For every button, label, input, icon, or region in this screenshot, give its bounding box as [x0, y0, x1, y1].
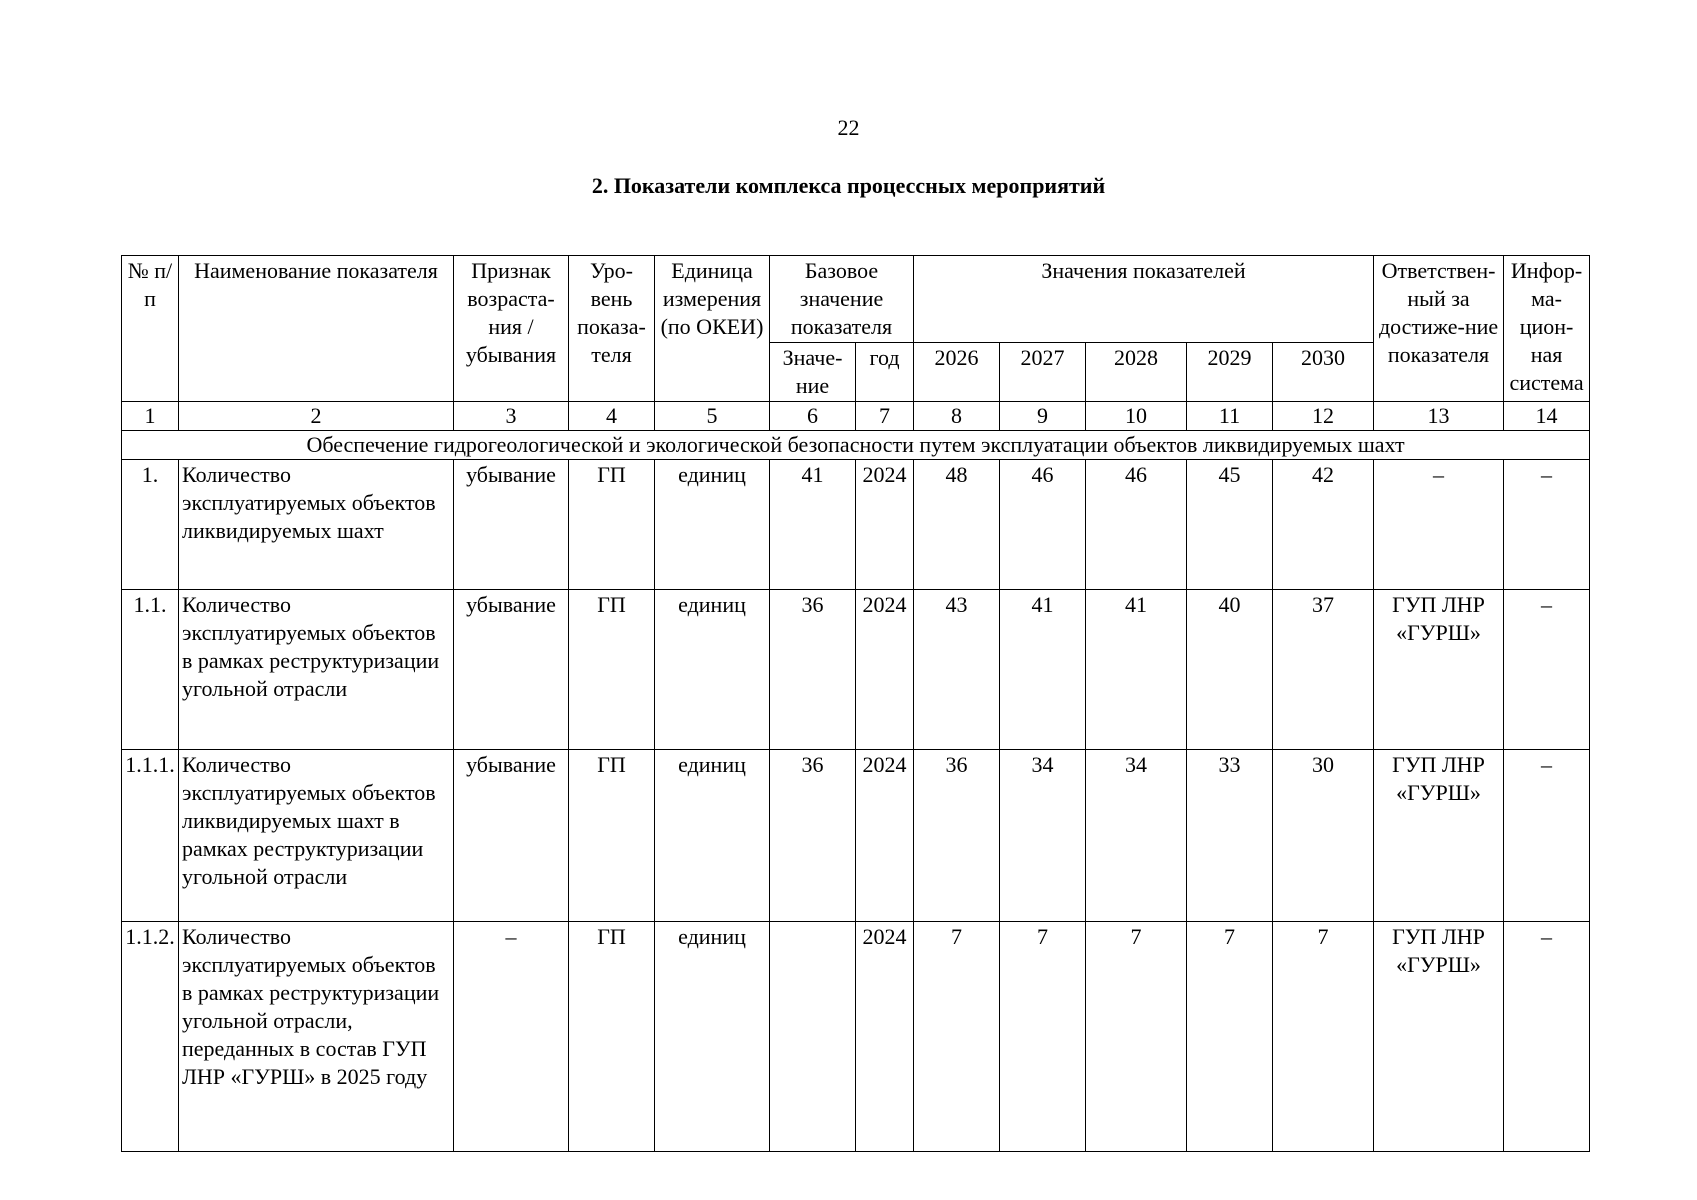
page-number: 22	[837, 115, 860, 140]
row-responsible: –	[1374, 460, 1504, 590]
row-trend: убывание	[454, 590, 569, 750]
row-responsible: ГУП ЛНР «ГУРШ»	[1374, 590, 1504, 750]
row-base-value: 41	[770, 460, 856, 590]
column-numbers-row	[122, 402, 1590, 431]
row-value-2026: 36	[914, 750, 1000, 922]
indicators-table	[121, 255, 1590, 1152]
table-row	[122, 922, 1590, 1152]
header-num: № п/п	[122, 256, 179, 402]
header-responsible: Ответствен-ный за достиже-ние показателя	[1374, 256, 1504, 402]
row-base-value: 36	[770, 750, 856, 922]
row-value-2027: 41	[1000, 590, 1086, 750]
column-number: 3	[454, 402, 569, 431]
header-year-2027: 2027	[1000, 343, 1086, 402]
column-number: 13	[1374, 402, 1504, 431]
row-value-2028: 46	[1086, 460, 1187, 590]
row-value-2026: 7	[914, 922, 1000, 1152]
column-number: 5	[655, 402, 770, 431]
row-base-value	[770, 922, 856, 1152]
row-responsible: ГУП ЛНР «ГУРШ»	[1374, 750, 1504, 922]
row-num: 1.1.1.	[122, 750, 179, 922]
row-value-2027: 7	[1000, 922, 1086, 1152]
row-value-2027: 34	[1000, 750, 1086, 922]
row-value-2026: 43	[914, 590, 1000, 750]
row-unit: единиц	[655, 460, 770, 590]
row-trend: –	[454, 922, 569, 1152]
row-trend: убывание	[454, 460, 569, 590]
table-row	[122, 460, 1590, 590]
column-number: 10	[1086, 402, 1187, 431]
row-name: Количество эксплуатируемых объектов в рамках реструктуризации угольной отрасли, переданных в состав ГУП ЛНР «ГУРШ» в 2025 году	[179, 922, 454, 1152]
row-num: 1.	[122, 460, 179, 590]
column-number: 1	[122, 402, 179, 431]
group-title: Обеспечение гидрогеологической и экологической безопасности путем эксплуатации объектов ликвидируемых шахт	[122, 431, 1590, 460]
column-number: 4	[569, 402, 655, 431]
row-num: 1.1.2.	[122, 922, 179, 1152]
row-value-2028: 7	[1086, 922, 1187, 1152]
column-number: 9	[1000, 402, 1086, 431]
column-number: 7	[856, 402, 914, 431]
row-value-2027: 46	[1000, 460, 1086, 590]
row-base-year: 2024	[856, 750, 914, 922]
row-value-2028: 41	[1086, 590, 1187, 750]
header-year-2029: 2029	[1187, 343, 1273, 402]
column-number: 6	[770, 402, 856, 431]
row-num: 1.1.	[122, 590, 179, 750]
section-title: 2. Показатели комплекса процессных мероприятий	[591, 173, 1106, 198]
column-number: 12	[1273, 402, 1374, 431]
row-name: Количество эксплуатируемых объектов в рамках реструктуризации угольной отрасли	[179, 590, 454, 750]
header-unit: Единица измерения (по ОКЕИ)	[655, 256, 770, 402]
table-row	[122, 590, 1590, 750]
row-name: Количество эксплуатируемых объектов ликвидируемых шахт	[179, 460, 454, 590]
row-value-2029: 45	[1187, 460, 1273, 590]
row-value-2029: 7	[1187, 922, 1273, 1152]
header-year-2030: 2030	[1273, 343, 1374, 402]
row-base-year: 2024	[856, 922, 914, 1152]
header-row-1	[122, 256, 1590, 343]
header-info-system: Инфор-ма-цион-ная система	[1504, 256, 1590, 402]
row-level: ГП	[569, 750, 655, 922]
row-value-2029: 33	[1187, 750, 1273, 922]
row-level: ГП	[569, 460, 655, 590]
header-name: Наименование показателя	[179, 256, 454, 402]
row-info-system: –	[1504, 922, 1590, 1152]
column-number: 8	[914, 402, 1000, 431]
row-info-system: –	[1504, 590, 1590, 750]
header-trend: Признак возраста-ния / убывания	[454, 256, 569, 402]
row-value-2028: 34	[1086, 750, 1187, 922]
group-row	[122, 431, 1590, 460]
row-responsible: ГУП ЛНР «ГУРШ»	[1374, 922, 1504, 1152]
row-base-year: 2024	[856, 590, 914, 750]
column-number: 11	[1187, 402, 1273, 431]
header-level: Уро-вень показа-теля	[569, 256, 655, 402]
row-name: Количество эксплуатируемых объектов ликвидируемых шахт в рамках реструктуризации угольной отрасли	[179, 750, 454, 922]
row-value-2030: 37	[1273, 590, 1374, 750]
row-value-2030: 30	[1273, 750, 1374, 922]
header-base-year: год	[856, 343, 914, 402]
header-base-value: Значе-ние	[770, 343, 856, 402]
header-year-2026: 2026	[914, 343, 1000, 402]
row-value-2029: 40	[1187, 590, 1273, 750]
row-info-system: –	[1504, 750, 1590, 922]
header-year-2028: 2028	[1086, 343, 1187, 402]
row-value-2030: 42	[1273, 460, 1374, 590]
header-values: Значения показателей	[914, 256, 1374, 343]
row-unit: единиц	[655, 590, 770, 750]
row-level: ГП	[569, 590, 655, 750]
column-number: 14	[1504, 402, 1590, 431]
table-row	[122, 750, 1590, 922]
row-value-2030: 7	[1273, 922, 1374, 1152]
row-unit: единиц	[655, 750, 770, 922]
row-level: ГП	[569, 922, 655, 1152]
row-unit: единиц	[655, 922, 770, 1152]
header-base: Базовое значение показателя	[770, 256, 914, 343]
row-info-system: –	[1504, 460, 1590, 590]
row-base-value: 36	[770, 590, 856, 750]
row-base-year: 2024	[856, 460, 914, 590]
row-trend: убывание	[454, 750, 569, 922]
row-value-2026: 48	[914, 460, 1000, 590]
column-number: 2	[179, 402, 454, 431]
